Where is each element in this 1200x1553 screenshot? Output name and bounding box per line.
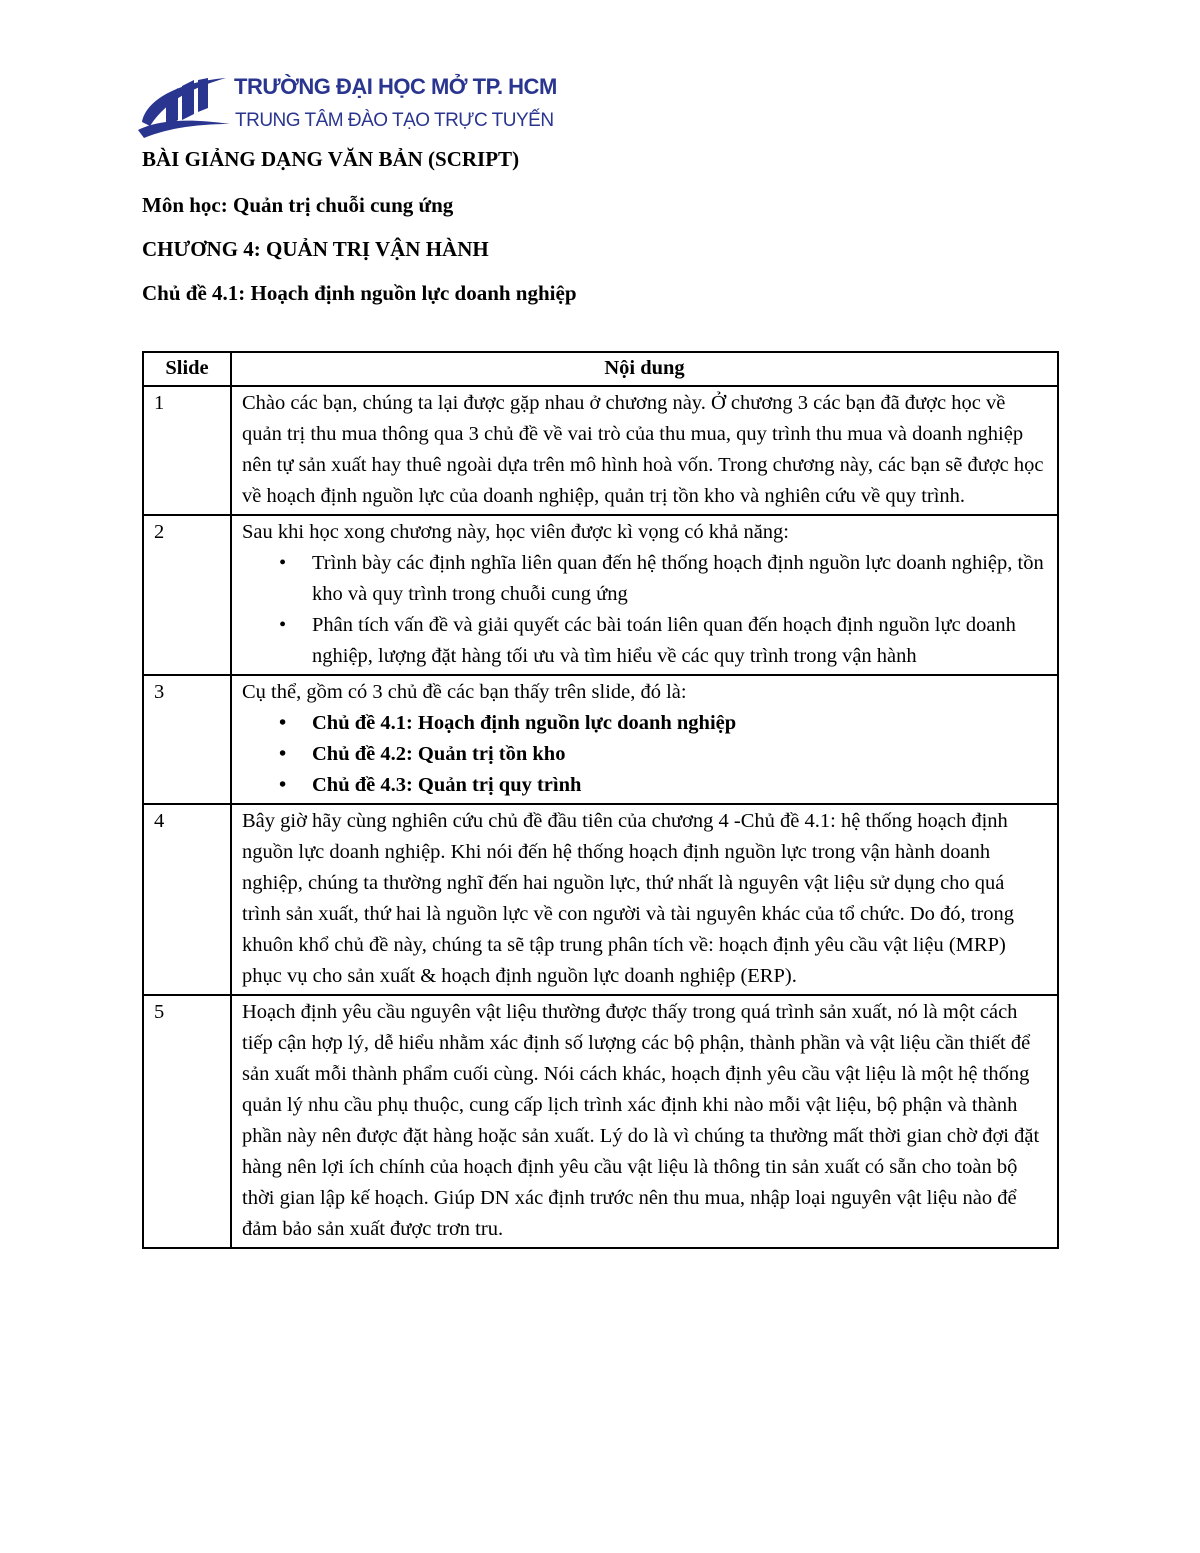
university-logo <box>138 70 557 145</box>
list-item: • Chủ đề 4.2: Quản trị tồn kho <box>312 739 1047 770</box>
list-item: • Chủ đề 4.1: Hoạch định nguồn lực doanh nghiệp <box>312 708 1047 739</box>
course-name: Môn học: Quản trị chuỗi cung ứng <box>142 193 454 217</box>
content-text: Cụ thể, gồm có 3 chủ đề các bạn thấy trên slide, đó là: <box>242 681 687 703</box>
slide-number: 4 <box>143 804 231 995</box>
slide-content <box>231 515 1058 675</box>
slide-content <box>231 804 1058 995</box>
table-header-row <box>143 352 1058 386</box>
content-text: Bây giờ hãy cùng nghiên cứu chủ đề đầu tiên của chương 4 -Chủ đề 4.1: hệ thống hoạch định nguồn lực doanh nghiệp. Khi nói đến hệ thống hoạch định nguồn lực trong vận hành doanh nghiệp, chúng ta thường nghĩ đến hai nguồn lực, thứ nhất là nguyên vật liệu sử dụng cho quá trình sản xuất, thứ hai là nguồn lực về con người và tài nguyên khác của tổ chức. Do đó, trong khuôn khổ chủ đề này, chúng ta sẽ tập trung phân tích về: hoạch định yêu cầu vật liệu (MRP) phục vụ cho sản xuất & hoạch định nguồn lực doanh nghiệp (ERP). <box>242 810 1015 987</box>
bullet-icon: • <box>279 774 287 796</box>
slide-number: 2 <box>143 515 231 675</box>
content-text: Chào các bạn, chúng ta lại được gặp nhau ở chương này. Ở chương 3 các bạn đã được học về quản trị thu mua thông qua 3 chủ đề về vai trò của thu mua, quy trình thu mua và doanh nghiệp nên tự sản xuất hay thuê ngoài dựa trên mô hình hoà vốn. Trong chương này, các bạn sẽ được học về hoạch định nguồn lực của doanh nghiệp, quản trị tồn kho và nghiên cứu về quy trình. <box>242 392 1044 507</box>
topic-title: Chủ đề 4.1: Hoạch định nguồn lực doanh nghiệp <box>142 281 577 305</box>
table-row <box>143 386 1058 515</box>
slide-number: 1 <box>143 386 231 515</box>
content-text: Hoạch định yêu cầu nguyên vật liệu thường được thấy trong quá trình sản xuất, nó là một cách tiếp cận hợp lý, dễ hiểu nhằm xác định số lượng các bộ phận, thành phần và vật liệu cần thiết để sản xuất mỗi thành phẩm cuối cùng. Nói cách khác, hoạch định yêu cầu vật liệu là một hệ thống quản lý nhu cầu phụ thuộc, cung cấp lịch trình xác định khi nào mỗi vật liệu, bộ phận và thành phần này nên được đặt hàng hoặc sản xuất. Lý do là vì chúng ta thường mất thời gian chờ đợi đặt hàng nên lợi ích chính của hoạch định yêu cầu vật liệu là thông tin sản xuất có sẵn cho toàn bộ thời gian lập kế hoạch. Giúp DN xác định trước nên thu mua, nhập loại nguyên vật liệu nào để đảm bảo sản xuất được trơn tru. <box>242 1001 1040 1240</box>
bullet-icon: • <box>279 712 287 734</box>
bullet-list <box>242 548 1047 672</box>
table-row <box>143 995 1058 1248</box>
bullet-icon: • <box>279 552 287 574</box>
slide-content <box>231 386 1058 515</box>
content-text: Sau khi học xong chương này, học viên được kì vọng có khả năng: <box>242 521 789 543</box>
chapter-title: CHƯƠNG 4: QUẢN TRỊ VẬN HÀNH <box>142 237 489 261</box>
logo-center-name: TRUNG TÂM ĐÀO TẠO TRỰC TUYẾN <box>235 110 554 131</box>
column-header-slide: Slide <box>143 352 231 386</box>
bullet-list <box>242 708 1047 801</box>
bullet-icon: • <box>279 614 287 636</box>
bullet-icon: • <box>279 743 287 765</box>
logo-emblem-icon <box>138 70 238 145</box>
slide-number: 5 <box>143 995 231 1248</box>
document-title: BÀI GIẢNG DẠNG VĂN BẢN (SCRIPT) <box>142 147 520 171</box>
slide-content <box>231 995 1058 1248</box>
logo-university-name: TRƯỜNG ĐẠI HỌC MỞ TP. HCM <box>234 74 557 99</box>
list-item: • Trình bày các định nghĩa liên quan đến hệ thống hoạch định nguồn lực doanh nghiệp, tồn kho và quy trình trong chuỗi cung ứng <box>312 548 1047 610</box>
list-item: • Phân tích vấn đề và giải quyết các bài toán liên quan đến hoạch định nguồn lực doanh nghiệp, lượng đặt hàng tối ưu và tìm hiểu về các quy trình trong vận hành <box>312 610 1047 672</box>
column-header-content: Nội dung <box>231 352 1058 386</box>
list-item: • Chủ đề 4.3: Quản trị quy trình <box>312 770 1047 801</box>
table-row <box>143 804 1058 995</box>
table-row <box>143 515 1058 675</box>
slide-content <box>231 675 1058 804</box>
table-row <box>143 675 1058 804</box>
slide-number: 3 <box>143 675 231 804</box>
script-table <box>142 351 1059 1249</box>
